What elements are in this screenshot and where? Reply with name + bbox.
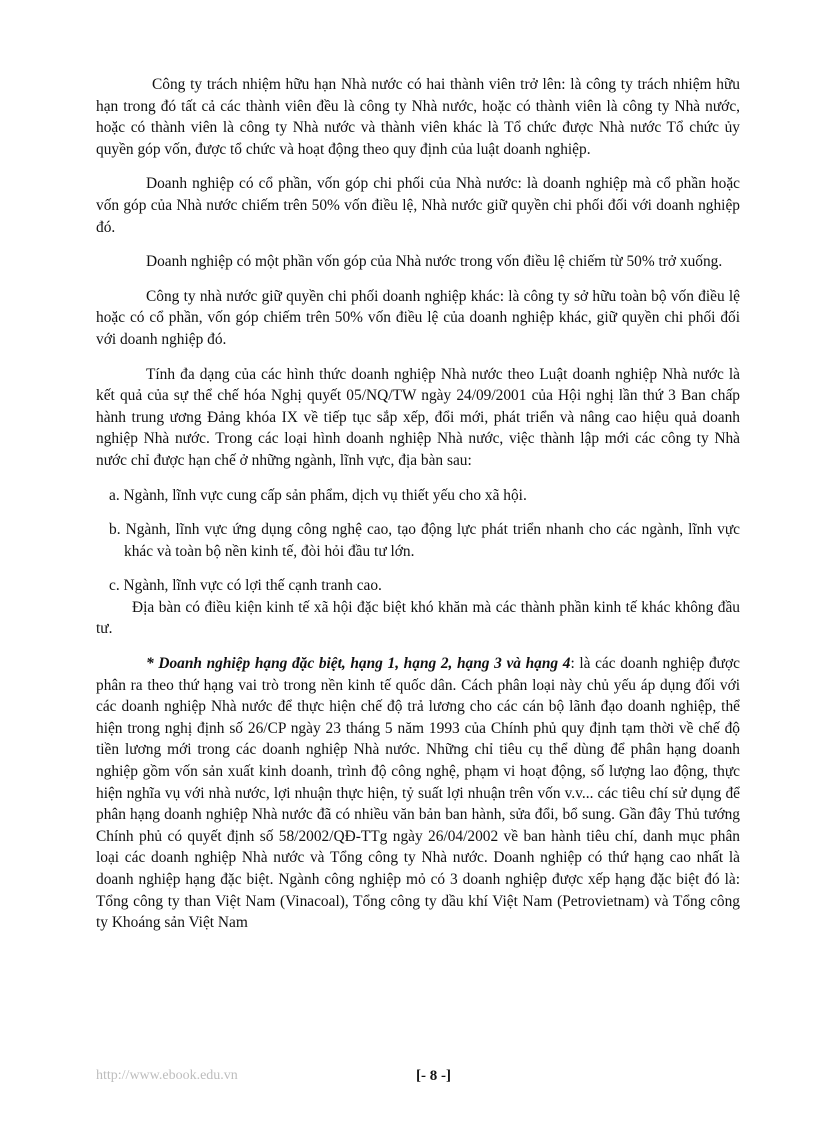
page-number: [- 8 -] [416, 1068, 451, 1084]
paragraph-diversity: Tính đa dạng của các hình thức doanh nghiệp Nhà nước theo Luật doanh nghiệp Nhà nước là kết quả của sự thể chế hóa Nghị quyết 05/NQ/TW ngày 24/09/2001 của Hội nghị lần thứ 3 Ban chấp hành trung ương Đảng khóa IX về tiếp tục sắp xếp, đổi mới, phát triển và nâng cao hiệu quả doanh nghiệp Nhà nước. Trong các loại hình doanh nghiệp Nhà nước, việc thành lập mới các công ty Nhà nước chỉ được hạn chế ở những ngành, lĩnh vực, địa bàn sau: [96, 365, 740, 469]
list-item-b: b. Ngành, lĩnh vực ứng dụng công nghệ cao, tạo động lực phát triển nhanh cho các ngành, lĩnh vực khác và toàn bộ nền kinh tế, đòi hỏi đầu tư lớn. [109, 521, 740, 560]
list-item-c: c. Ngành, lĩnh vực có lợi thế cạnh tranh cao. [109, 577, 382, 595]
paragraph-tnhh-two-members: Công ty trách nhiệm hữu hạn Nhà nước có hai thành viên trở lên: là công ty trách nhiệm hữu hạn trong đó tất cả các thành viên đều là công ty Nhà nước, hoặc có thành viên là công ty Nhà nước, hoặc có thành viên là công ty Nhà nước và thành viên khác là Tổ chức được Nhà nước Tổ chức ủy quyền góp vốn, được tổ chức và hoạt động theo quy định của luật doanh nghiệp. [96, 76, 740, 158]
list-item-a: a. Ngành, lĩnh vực cung cấp sản phẩm, dịch vụ thiết yếu cho xã hội. [109, 486, 527, 504]
ranking-lead-term: * Doanh nghiệp hạng đặc biệt, hạng 1, hạng 2, hạng 3 và hạng 4 [146, 655, 571, 673]
paragraph-controlling-company: Công ty nhà nước giữ quyền chi phối doanh nghiệp khác: là công ty sở hữu toàn bộ vốn điều lệ hoặc có cổ phần, vốn góp chiếm trên 50% vốn điều lệ của doanh nghiệp khác, giữ quyền chi phối đối với doanh nghiệp đó. [96, 287, 740, 348]
footer-url-link[interactable]: http://www.ebook.edu.vn [96, 1068, 238, 1083]
paragraph-controlling-shares: Doanh nghiệp có cổ phần, vốn góp chi phối của Nhà nước: là doanh nghiệp mà cổ phần hoặc vốn góp của Nhà nước chiếm trên 50% vốn điều lệ, Nhà nước giữ quyền chi phối đối với doanh nghiệp đó. [96, 175, 740, 236]
paragraph-partial-capital: Doanh nghiệp có một phần vốn góp của Nhà nước trong vốn điều lệ chiếm từ 50% trở xuống. [146, 253, 723, 271]
paragraph-enterprise-ranking [96, 653, 740, 934]
paragraph-difficult-areas: Địa bàn có điều kiện kinh tế xã hội đặc biệt khó khăn mà các thành phần kinh tế khác không đầu tư. [96, 598, 740, 638]
ranking-body-text: : là các doanh nghiệp được phân ra theo thứ hạng vai trò trong nền kinh tế quốc dân. Cách phân loại này chủ yếu áp dụng đối với các doanh nghiệp Nhà nước để thực hiện chế độ trả lương cho các cán bộ lãnh đạo doanh nghiệp, thể hiện trong nghị định số 26/CP ngày 23 tháng 5 năm 1993 của Chính phủ quy định tạm thời về chế độ tiền lương mới trong các doanh nghiệp Nhà nước. Những chỉ tiêu cụ thể dùng để phân hạng doanh nghiệp gồm vốn sản xuất kinh doanh, trình độ công nghệ, phạm vi hoạt động, số lượng lao động, thực hiện nghĩa vụ với nhà nước, lợi nhuận thực hiện, tỷ suất lợi nhuận trên vốn v.v... các tiêu chí sử dụng để phân hạng doanh nghiệp Nhà nước đã có nhiều văn bản ban hành, sửa đổi, bổ sung. Gần đây Thủ tướng Chính phủ có quyết định số 58/2002/QĐ-TTg ngày 26/04/2002 về ban hành tiêu chí, danh mục phân loại các doanh nghiệp Nhà nước và Tổng công ty Nhà nước. Doanh nghiệp có thứ hạng cao nhất là doanh nghiệp hạng đặc biệt. Ngành công nghiệp mỏ có 3 doanh nghiệp được xếp hạng đặc biệt đó là: Tổng công ty than Việt Nam (Vinacoal), Tổng công ty dầu khí Việt Nam (Petrovietnam) và Tổng công ty Khoáng sản Việt Nam [96, 655, 740, 932]
document-body [96, 74, 740, 947]
